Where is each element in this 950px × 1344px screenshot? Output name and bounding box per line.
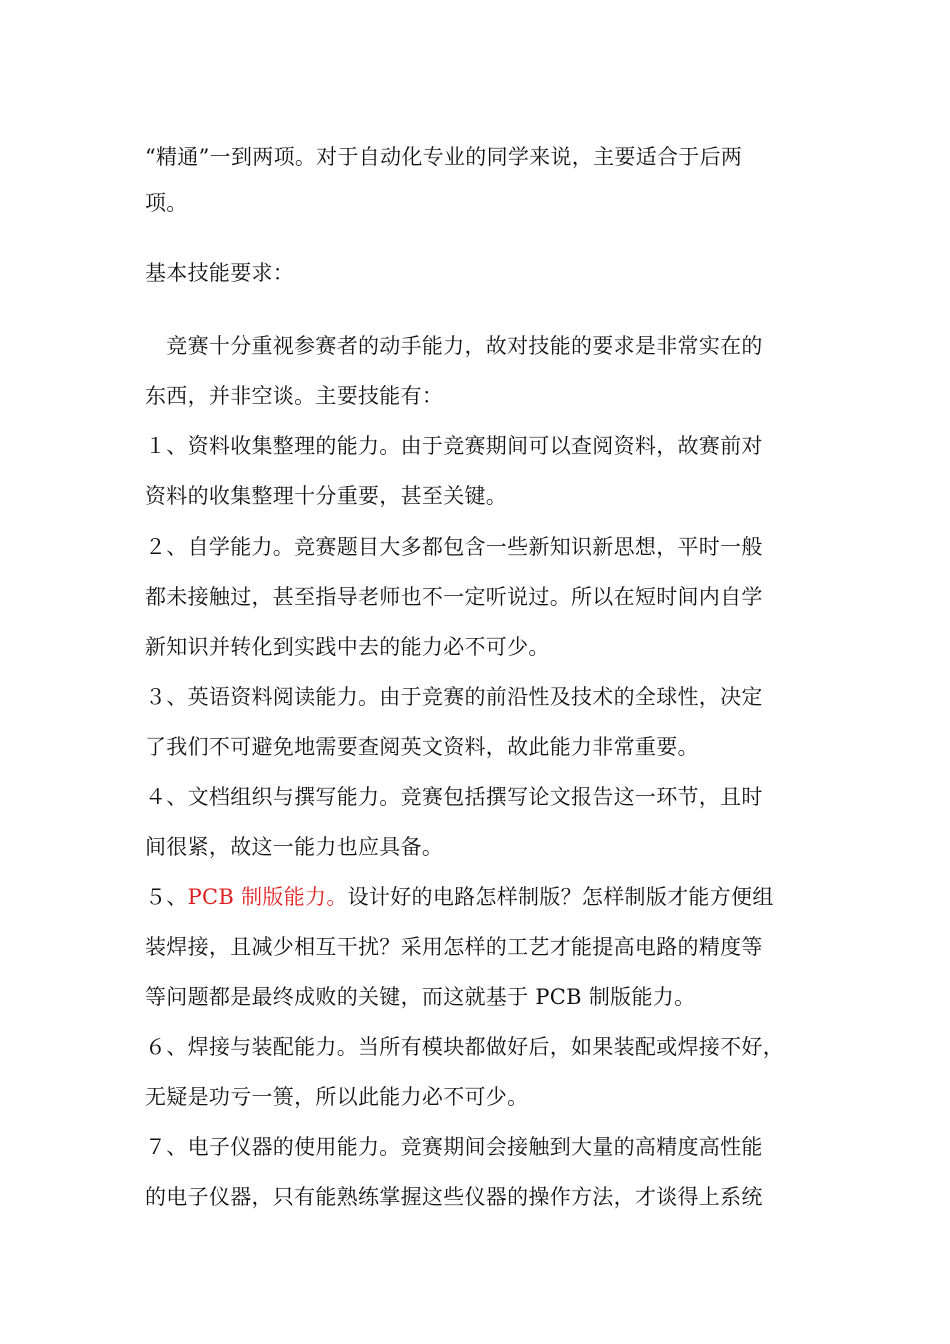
paragraph-line: 竞赛十分重视参赛者的动手能力，故对技能的要求是非常实在的 [145, 334, 763, 358]
list-item-7-line: ７、电子仪器的使用能力。竞赛期间会接触到大量的高精度高性能 [145, 1135, 763, 1159]
list-item-2-line: 新知识并转化到实践中去的能力必不可少。 [145, 635, 550, 659]
list-item-4-line: ４、文档组织与撰写能力。竞赛包括撰写论文报告这一环节，且时 [145, 785, 763, 809]
section-heading: 基本技能要求： [145, 261, 295, 285]
list-item-3-line: ３、英语资料阅读能力。由于竞赛的前沿性及技术的全球性，决定 [145, 685, 763, 709]
list-item-5-text: 设计好的电路怎样制版？怎样制版才能方便组 [347, 885, 774, 909]
list-item-7-line: 的电子仪器，只有能熟练掌握这些仪器的操作方法，才谈得上系统 [145, 1185, 763, 1209]
list-item-5-line [145, 882, 825, 912]
pcb-highlight-text: PCB 制版能力。 [187, 885, 348, 909]
intro-line: 项。 [145, 191, 188, 215]
list-item-5-line: 装焊接，且减少相互干扰？采用怎样的工艺才能提高电路的精度等 [145, 935, 763, 959]
paragraph-line: 东西，并非空谈。主要技能有： [145, 384, 444, 408]
list-item-6-line: ６、焊接与装配能力。当所有模块都做好后，如果装配或焊接不好， [145, 1035, 784, 1059]
list-item-1-line: 资料的收集整理十分重要，甚至关键。 [145, 484, 508, 508]
list-item-2-line: ２、自学能力。竞赛题目大多都包含一些新知识新思想，平时一般 [145, 535, 763, 559]
list-item-2-line: 都未接触过，甚至指导老师也不一定听说过。所以在短时间内自学 [145, 585, 763, 609]
list-item-1-line: １、资料收集整理的能力。由于竞赛期间可以查阅资料，故赛前对 [145, 434, 763, 458]
list-item-5-number: ５、 [145, 885, 188, 909]
list-item-3-line: 了我们不可避免地需要查阅英文资料，故此能力非常重要。 [145, 735, 699, 759]
list-item-6-line: 无疑是功亏一篑，所以此能力必不可少。 [145, 1085, 529, 1109]
intro-line: “精通”一到两项。对于自动化专业的同学来说，主要适合于后两 [145, 145, 743, 169]
list-item-4-line: 间很紧，故这一能力也应具备。 [145, 835, 444, 859]
list-item-5-line: 等问题都是最终成败的关键，而这就基于 PCB 制版能力。 [145, 985, 696, 1009]
